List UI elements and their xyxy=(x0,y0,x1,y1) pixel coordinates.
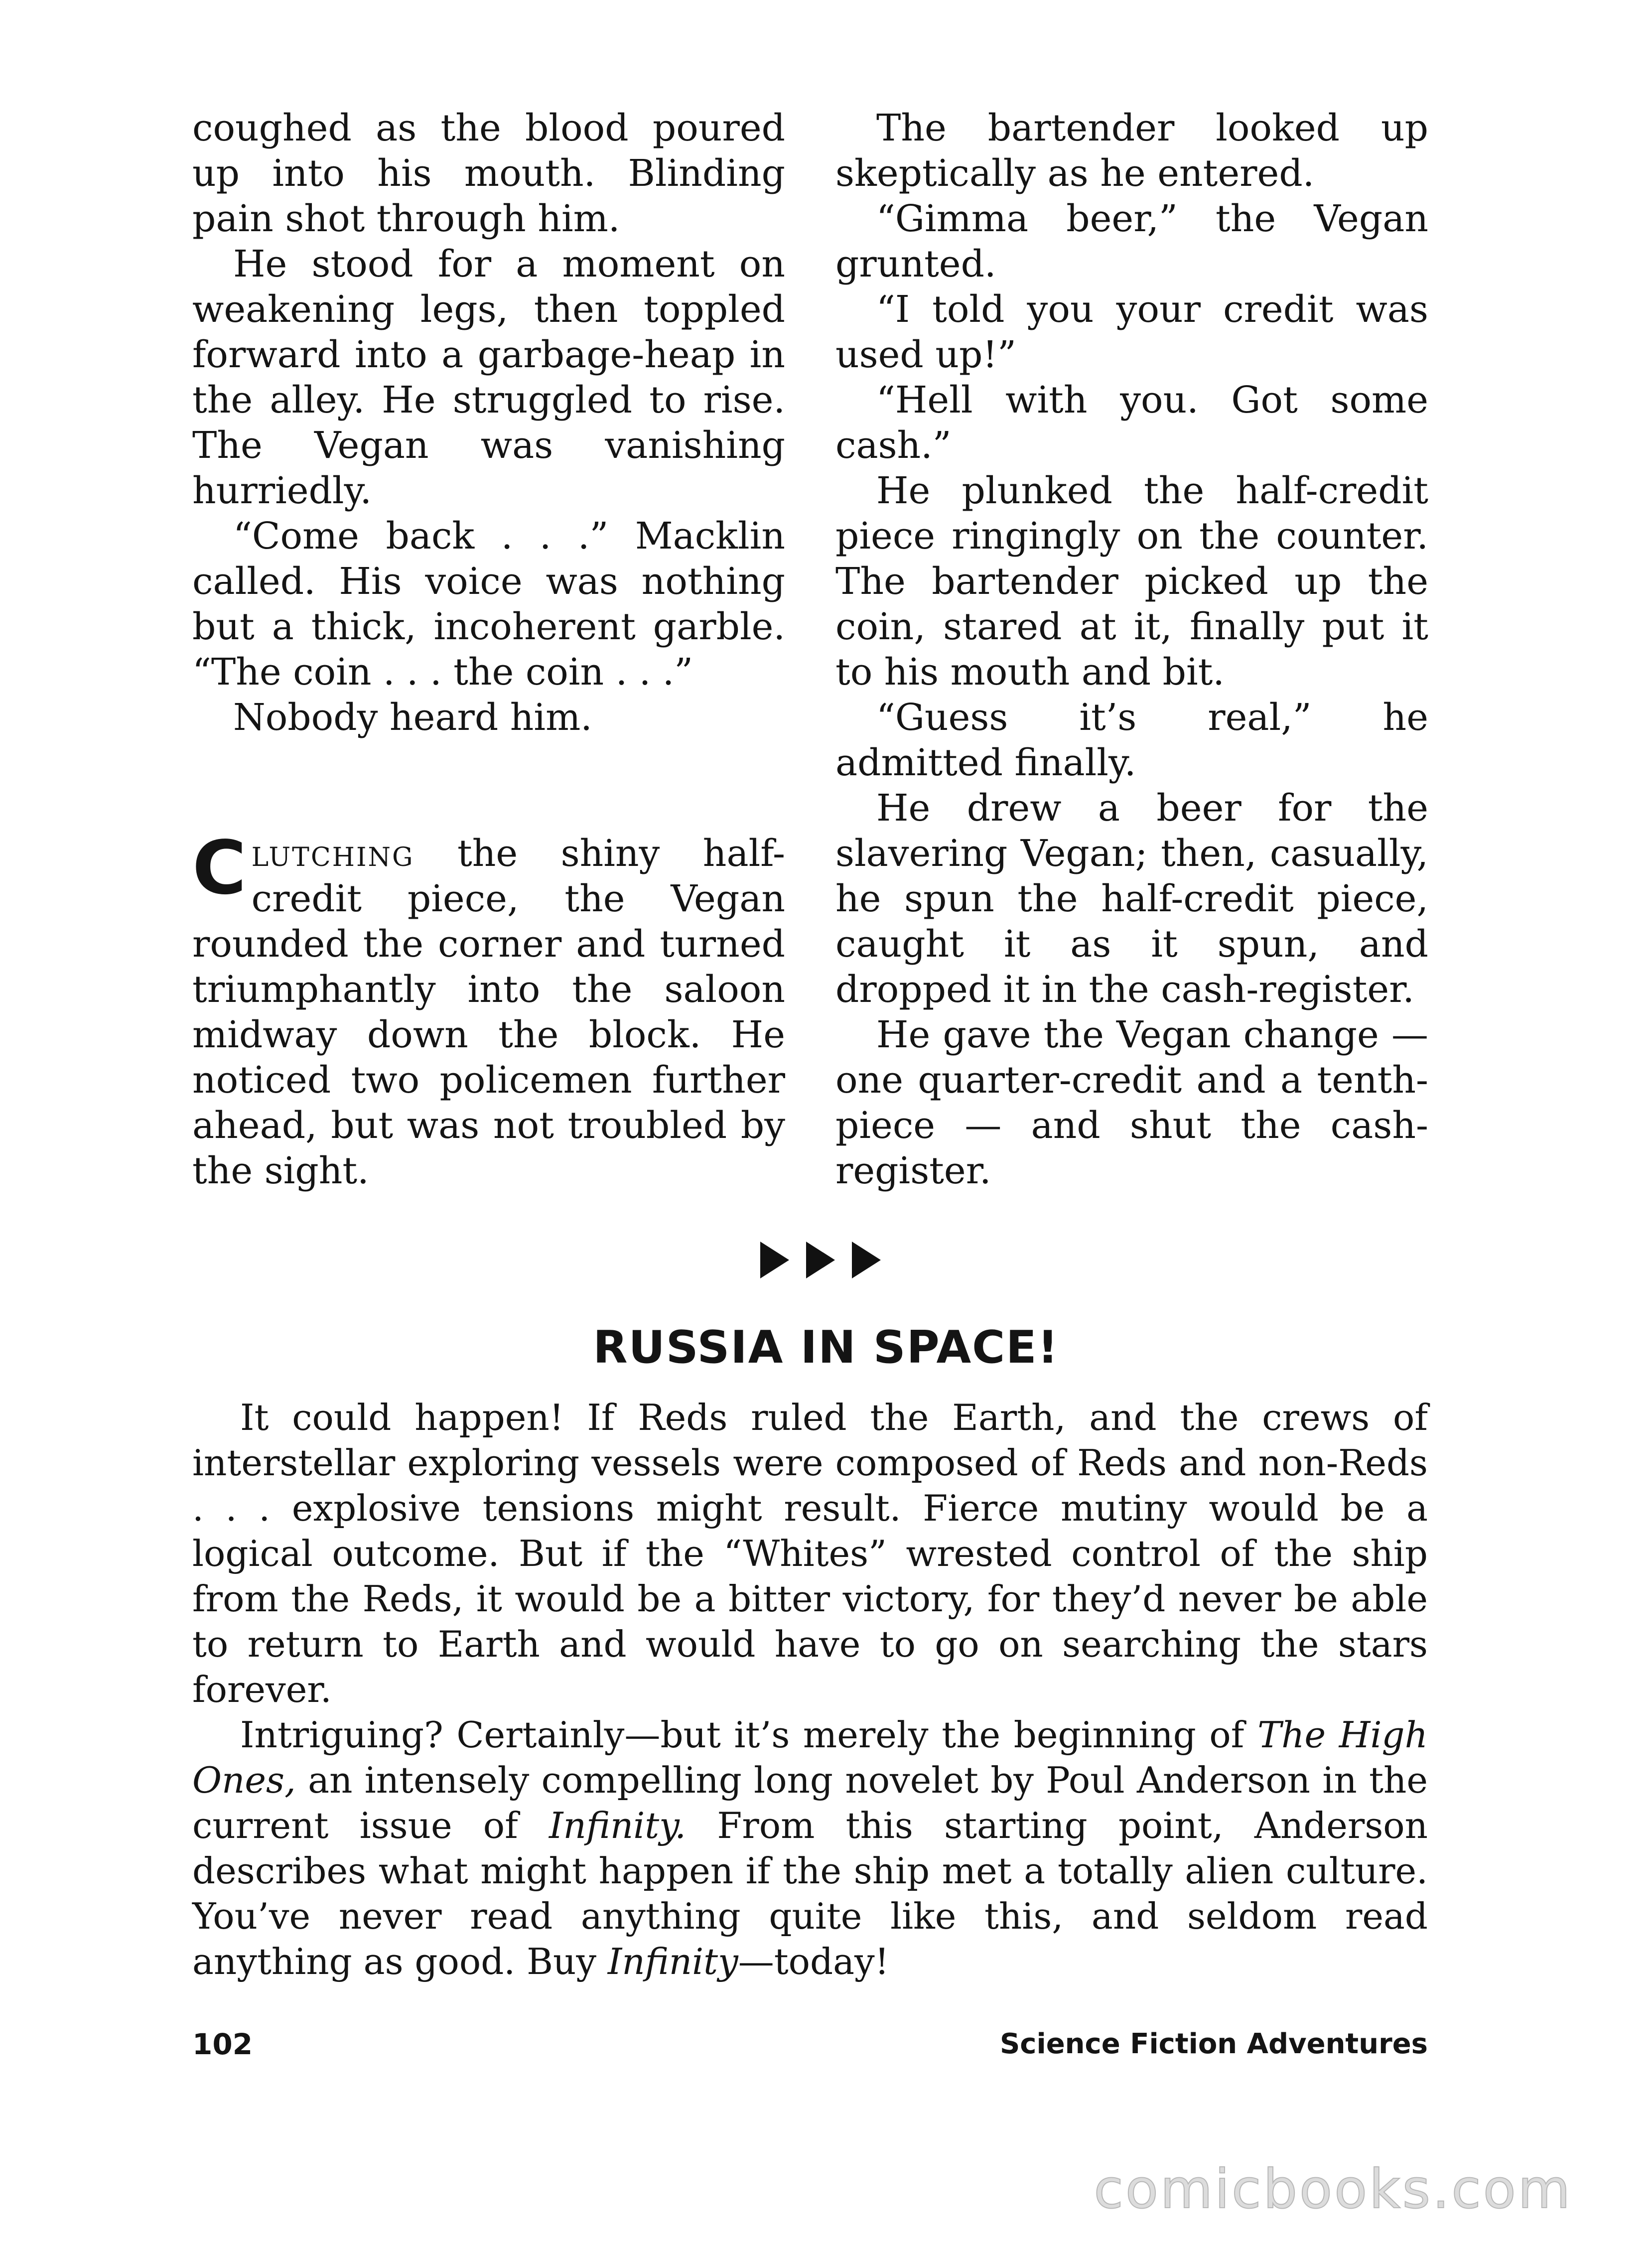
left-paragraph-2: He stood for a moment on weakening legs, then toppled forward into a garbage-heap in the alley. He struggled to rise. The Vegan was vanishing hurriedly. xyxy=(192,243,785,512)
promo-text-c: From this starting point, Anderson describes what might happen if the ship met a totally alien culture. You’ve never read anything quite like this, and seldom read anything as good. Buy xyxy=(192,1805,1428,1982)
right-paragraph-8: He gave the Vegan change —one quarter-credit and a tenth-piece — and shut the cash-register. xyxy=(835,1013,1428,1192)
page-number: 102 xyxy=(192,2027,253,2061)
magazine-title-footer: Science Fiction Adventures xyxy=(999,2028,1428,2060)
right-paragraph-3: “I told you your credit was used up!” xyxy=(835,288,1428,376)
triple-right-arrow-icon xyxy=(750,1233,900,1287)
right-paragraph-7: He drew a beer for the slavering Vegan; then, casually, he spun the half-credit piece, caught it as it spun, and dropped it in the cash-register. xyxy=(835,787,1428,1011)
right-paragraph-6: “Guess it’s real,” he admitted finally. xyxy=(835,696,1428,784)
section-break xyxy=(192,740,785,831)
left-paragraph-5 xyxy=(192,825,785,1194)
story-title: The High Ones, xyxy=(192,1714,1428,1801)
right-column xyxy=(835,106,1428,1194)
right-paragraph-5: He plunked the half-credit piece ringingly on the counter. The bartender picked up the coin, stared at it, finally put it to his mouth and bit. xyxy=(835,469,1428,694)
magazine-name-2: Infinity xyxy=(607,1941,738,1982)
right-paragraph-1: The bartender looked up skeptically as he entered. xyxy=(835,107,1428,195)
right-paragraph-2: “Gimma beer,” the Vegan grunted. xyxy=(835,197,1428,285)
promo-text-a: Intriguing? Certainly—but it’s merely the beginning of xyxy=(240,1714,1258,1756)
left-paragraph-1: coughed as the blood poured up into his mouth. Blinding pain shot through him. xyxy=(192,107,785,240)
right-paragraph-4: “Hell with you. Got some cash.” xyxy=(835,379,1428,467)
left-column xyxy=(192,106,785,1194)
promo-text-d: —today! xyxy=(738,1941,889,1982)
left-paragraph-5-text: the shiny half-credit piece, the Vegan rounded the corner and turned triumphantly into the saloon midway down the block. He noticed two policemen further ahead, but was not troubled by the sight. xyxy=(192,832,785,1192)
promo-box xyxy=(192,1395,1428,1984)
promo-headline: RUSSIA IN SPACE! xyxy=(593,1321,1059,1374)
lead-in-small-caps: lutching xyxy=(251,832,414,875)
promo-paragraph-2 xyxy=(192,1712,1428,1984)
magazine-name: Infinity. xyxy=(549,1805,687,1846)
drop-cap: C xyxy=(192,825,247,911)
promo-paragraph-1: It could happen! If Reds ruled the Earth, and the crews of interstellar exploring vessels were composed of Reds and non-Reds . . . explosive tensions might result. Fierce mutiny would be a logical outcome. But if the “Whites” wrested control of the ship from the Reds, it would be a bitter victory, for they’d never be able to return to Earth and would have to go on searching the stars forever. xyxy=(192,1397,1428,1710)
left-paragraph-3: “Come back . . .” Macklin called. His voice was nothing but a thick, incoherent garble. “The coin . . . the coin . . .” xyxy=(192,515,785,694)
left-paragraph-4: Nobody heard him. xyxy=(233,696,592,739)
watermark: comicbooks.com xyxy=(1094,2158,1572,2221)
promo-text-b: an intensely compelling long novelet by Poul Anderson in the current issue of xyxy=(192,1759,1428,1846)
